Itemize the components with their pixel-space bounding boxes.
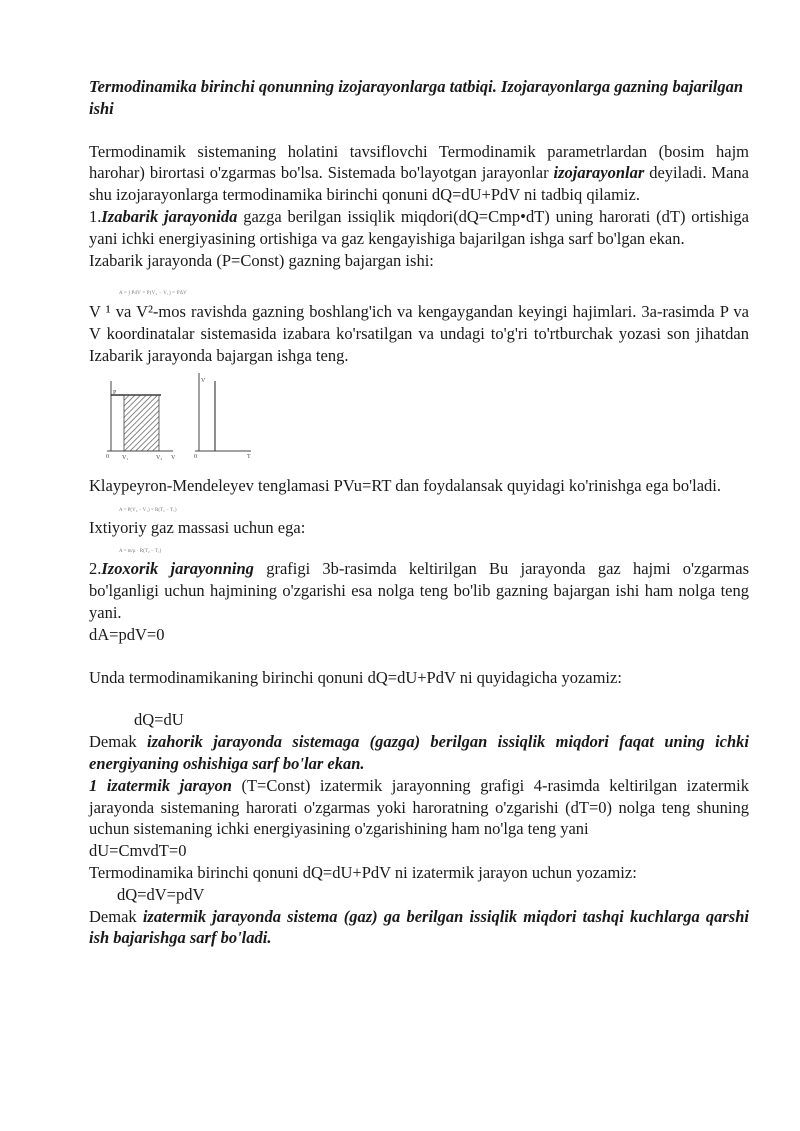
svg-text:0: 0 [106,453,109,460]
clapeyron-paragraph: Klaypeyron-Mendeleyev tenglamasi PVu=RT dan foydalansak quyidagi ko'rinishga ega bo'ladi. [89,475,722,495]
graph-3a [106,381,176,461]
isobar-isochor-figure [89,367,289,475]
svg-text:V₁: V₁ [122,454,129,461]
svg-text:P: P [113,389,117,396]
item3-paragraph: 1 izatermik jarayon (T=Const) izatermik jarayonning grafigi 4-rasimda keltirilgan izatermik jarayonda sistemaning harorati o'zgarmas yoki haroratning o'zgarishi (dT=0) nolga teng shuning uchun sistemaning ichki energiyasining o'zgarishining ham no'lga teng yani [89,775,749,839]
document-page [89,76,749,949]
formula-mass-work: A = m/μ · R(T₂ − T₁) [119,549,162,555]
formula-isobaric-work: A = ∫ PdV = P(V₂ − V₁) = PΔV [119,291,187,297]
term-izatermik: 1 izatermik jarayon [89,775,232,795]
isothermal-heat-eq: dQ=dV=pdV [117,884,205,904]
first-law-line: Unda termodinamikaning birinchi qonuni dQ=dU+PdV ni quyidagicha yozamiz: [89,667,622,687]
isochoric-work-eq: dA=pdV=0 [89,624,165,644]
isothermal-energy-eq: dU=CmvdT=0 [89,841,187,861]
figure-3-graphs [89,367,749,475]
svg-text:T: T [247,453,251,460]
isochoric-heat-eq: dQ=dU [134,710,184,730]
isothermal-first-law-line: Termodinamika birinchi qonuni dQ=dU+PdV ni izatermik jarayon uchun yozamiz: [89,862,637,882]
term-izoxorik: Izoxorik jarayonning [101,559,254,579]
term-izojarayonlar: izojarayonlar [553,163,645,183]
svg-text:V: V [201,377,206,384]
intro-paragraph: Termodinamik sistemaning holatini tavsiflovchi Termodinamik parametrlardan (bosim hajm harohar) birortasi o'zgarmas bo'lsa. Sistemada bo'layotgan jarayonlar izojarayonlar deyiladi. Mana shu izojarayonlarga termodinamika birinchi qonuni dQ=dU+PdV ni tadbiq qilamiz. [89,141,750,205]
item2-paragraph: 2.Izoxorik jarayonning grafigi 3b-rasimda keltirilgan Bu jarayonda gaz hajmi o'zgarmas bo'lganligi uchun hajmining o'zgarishi esa nolga teng bo'lib gazning bajargan ishi ham nolga teng yani. [89,559,749,622]
svg-text:V₂: V₂ [156,454,163,461]
graph-3b [194,373,251,460]
any-mass-line: Ixtiyoriy gaz massasi uchun ega: [89,517,306,537]
svg-text:V: V [171,454,176,461]
page-title: Termodinamika birinchi qonunning izojarayonlarga tatbiqi. Izojarayonlarga gazning bajarilgan ishi [89,77,744,118]
svg-text:0: 0 [194,453,197,460]
isochoric-conclusion: Demak izahorik jarayonda sistemaga (gazga) berilgan issiqlik miqdori faqat uning ichki energiyaning oshishiga sarf bo'lar ekan. [89,732,749,773]
item1-paragraph: 1.Izabarik jarayonida gazga berilgan issiqlik miqdori(dQ=Cmp•dT) uning harorati (dT) ortishiga yani ichki energiyasining ortishiga va gaz kengayishiga bajarilgan ishga sarf bo'lgan ekan. [89,206,750,248]
volumes-paragraph: V ¹ va V²-mos ravishda gazning boshlang'ich va kengaygandan keyingi hajimlari. 3a-rasimda P va V koordinatalar sistemasida izabara ko'rsatilgan va undagi to'g'ri to'rtburchak yozasi son jihatdan Izabarik jarayonda bajargan ishga teng. [89,302,749,365]
isothermal-conclusion: Demak izatermik jarayonda sistema (gaz) ga berilgan issiqlik miqdori tashqi kuchlarga qarshi ish bajarishga sarf bo'ladi. [89,906,749,948]
formula-clapeyron-work: A = P(V₂ − V₁) = R(T₂ − T₁) [119,507,177,513]
term-izabarik: Izabarik jarayonida [101,206,238,226]
item1-work-line: Izabarik jarayonda (P=Const) gazning bajargan ishi: [89,250,434,270]
